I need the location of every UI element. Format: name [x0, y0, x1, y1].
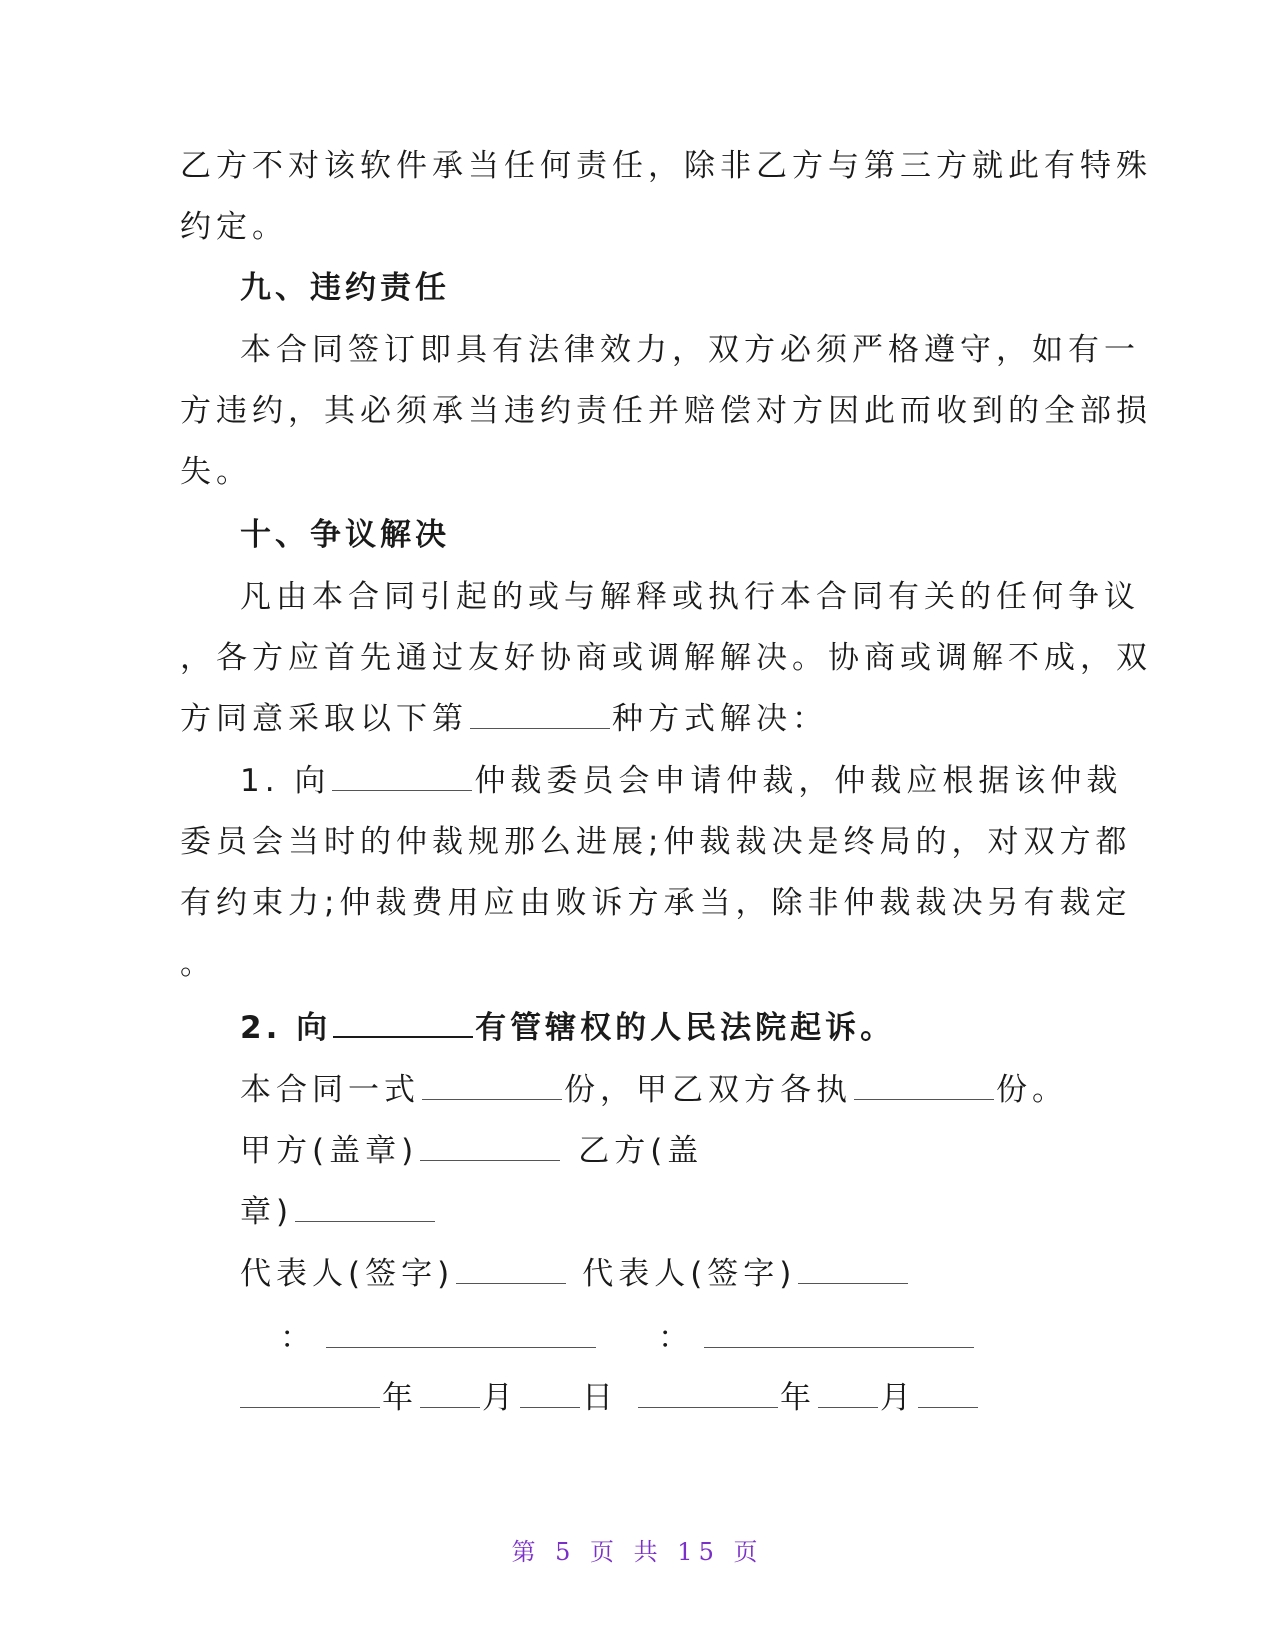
signature-line — [0, 1318, 1275, 1358]
section-heading-10: 十、争议解决 — [240, 517, 450, 553]
year-label: 年 — [780, 1380, 816, 1416]
text-segment: 有管辖权的人民法院起诉。 — [475, 1010, 896, 1046]
paragraph-line: 委员会当时的仲裁规那么进展;仲裁裁决是终局的，对双方都 — [180, 824, 1132, 860]
section-heading-9: 九、违约责任 — [240, 270, 450, 306]
paragraph-line: 凡由本合同引起的或与解释或执行本合同有关的任何争议 — [240, 579, 1140, 615]
paragraph-line — [0, 1070, 1275, 1110]
blank-line — [470, 700, 610, 729]
paragraph-line: 本合同签订即具有法律效力，双方必须严格遵守，如有一 — [240, 332, 1140, 368]
paragraph-line: 方违约，其必须承当违约责任并赔偿对方因此而收到的全部损 — [180, 393, 1152, 429]
text-segment: 1. 向 — [240, 763, 331, 799]
blank-line — [295, 1193, 435, 1222]
blank-line — [333, 1008, 473, 1038]
text-segment: 方同意采取以下第 — [180, 701, 468, 737]
paragraph-line: 有约束力;仲裁费用应由败诉方承当，除非仲裁裁决另有裁定 — [180, 885, 1132, 921]
paragraph-line: 失。 — [180, 454, 252, 490]
blank-line — [520, 1379, 580, 1408]
party-b-seal-label: 乙方(盖 — [578, 1133, 704, 1169]
signature-line — [0, 1254, 1275, 1294]
rep-b-label: 代表人(签字) — [582, 1256, 797, 1292]
party-a-seal-label: 甲方(盖章) — [240, 1133, 419, 1169]
party-b-seal-label: 章) — [240, 1194, 294, 1230]
blank-line — [818, 1379, 878, 1408]
blank-line — [854, 1071, 994, 1100]
signature-line — [0, 1131, 1275, 1171]
blank-line — [326, 1319, 596, 1348]
rep-a-label: 代表人(签字) — [240, 1256, 455, 1292]
colon: ： — [658, 1320, 694, 1356]
signature-line — [0, 1192, 1275, 1232]
text-segment: 种方式解决： — [612, 701, 828, 737]
colon: ： — [280, 1320, 316, 1356]
blank-line — [918, 1379, 978, 1408]
blank-line — [240, 1379, 380, 1408]
blank-line — [422, 1071, 562, 1100]
month-label: 月 — [880, 1380, 916, 1416]
paragraph-line — [0, 761, 1275, 801]
date-line — [0, 1378, 1275, 1418]
blank-line — [420, 1379, 480, 1408]
text-segment: 2. 向 — [240, 1010, 332, 1046]
blank-line — [638, 1379, 778, 1408]
text-segment: 份。 — [996, 1072, 1068, 1108]
year-label: 年 — [382, 1380, 418, 1416]
day-label: 日 — [582, 1380, 618, 1416]
paragraph-line — [0, 699, 1275, 739]
month-label: 月 — [482, 1380, 518, 1416]
text-segment: 仲裁委员会申请仲裁，仲裁应根据该仲裁 — [474, 763, 1123, 799]
paragraph-line — [0, 1008, 1275, 1048]
blank-line — [798, 1255, 908, 1284]
paragraph-line: ，各方应首先通过友好协商或调解解决。协商或调解不成，双 — [180, 640, 1152, 676]
paragraph-line: 。 — [180, 946, 216, 982]
text-segment: 本合同一式 — [240, 1072, 420, 1108]
text-segment: 份，甲乙双方各执 — [564, 1072, 852, 1108]
blank-line — [704, 1319, 974, 1348]
blank-line — [456, 1255, 566, 1284]
paragraph-line: 约定。 — [180, 209, 288, 245]
blank-line — [420, 1132, 560, 1161]
blank-line — [332, 762, 472, 791]
page-number-footer: 第 5 页 共 15 页 — [511, 1538, 764, 1566]
paragraph-line: 乙方不对该软件承当任何责任，除非乙方与第三方就此有特殊 — [180, 148, 1152, 184]
